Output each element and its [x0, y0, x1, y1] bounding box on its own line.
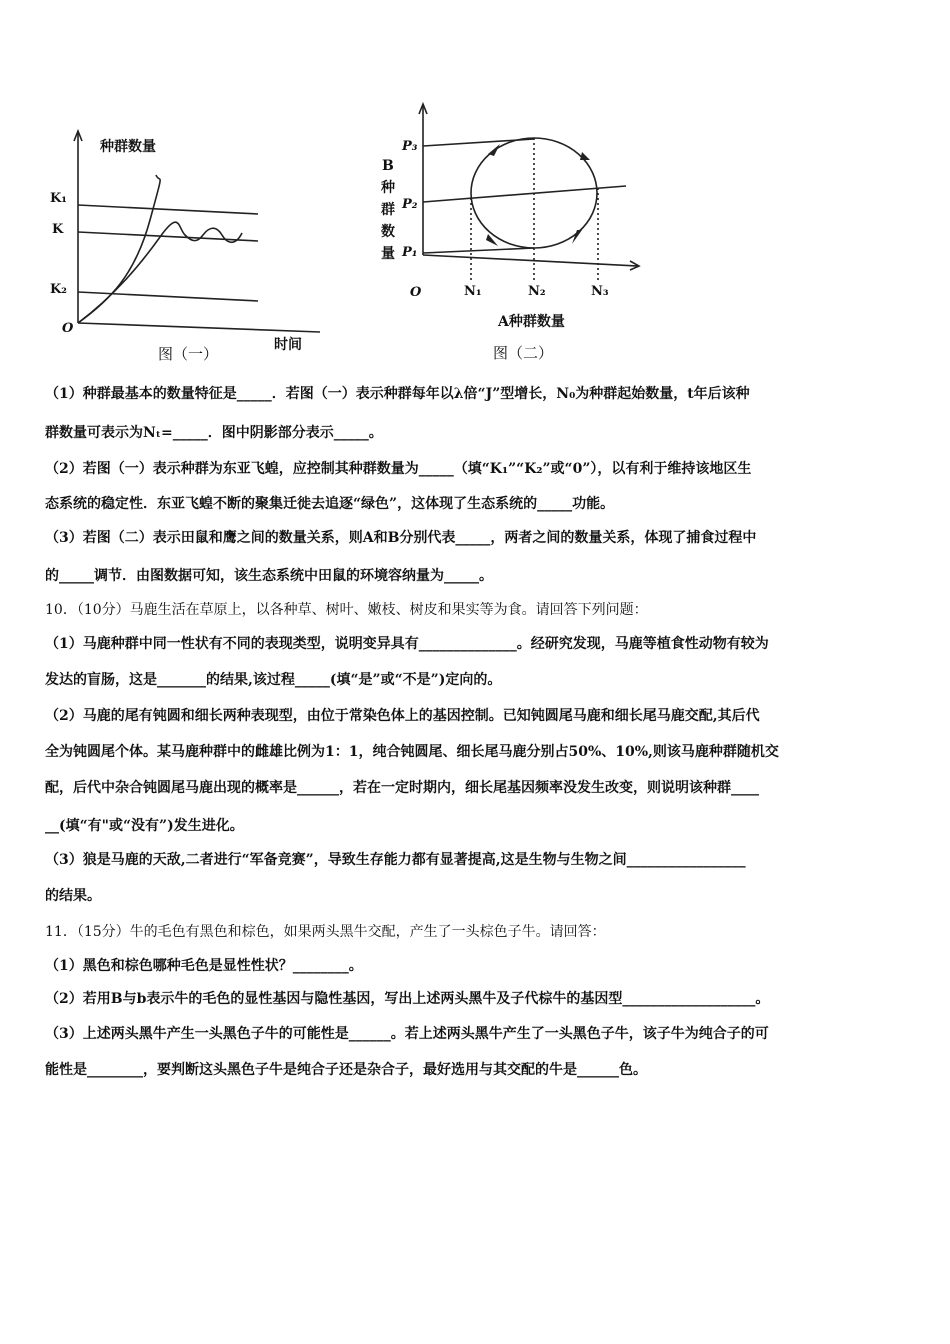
q11-part2: （2）若用B与b表示牛的毛色的显性基因与隐性基因，写出上述两头黑牛及子代棕牛的基因型___________________。 — [45, 991, 770, 1007]
tick-n2: N₂ — [528, 284, 546, 299]
s-curve — [78, 222, 242, 323]
figure-2-y-label-b: B — [382, 158, 394, 174]
tick-p2: P₂ — [402, 197, 418, 212]
tick-n1: N₁ — [464, 284, 482, 299]
q9-part3-line1: （3）若图（二）表示田鼠和鹰之间的数量关系，则A和B分别代表_____，两者之间的数量关系，体现了捕食过程中 — [45, 530, 757, 546]
figure-2-caption: 图（二） — [493, 344, 554, 362]
q10-part2-line3: 配，后代中杂合钝圆尾马鹿出现的概率是______，若在一定时期内，细长尾基因频率没发生改变，则说明该种群____ — [45, 780, 759, 796]
q10-part2-line1: （2）马鹿的尾有钝圆和细长两种表现型，由位于常染色体上的基因控制。已知钝圆尾马鹿和细长尾马鹿交配,其后代 — [45, 708, 760, 724]
k1-line — [78, 205, 258, 214]
figure-1-origin: O — [62, 321, 74, 336]
level-k-label: K — [52, 222, 64, 237]
figure-1-population-growth-chart — [40, 125, 330, 370]
figure-2-y-label-4: 数 — [381, 224, 395, 240]
tick-n3: N₃ — [591, 284, 609, 299]
q9-part2-line1: （2）若图（一）表示种群为东亚飞蝗，应控制其种群数量为_____（填“K₁”“K₂”或“0”），以有利于维持该地区生 — [45, 461, 752, 477]
figure-2-predator-prey-chart — [368, 100, 658, 368]
q10-part2-line4: __(填“有"或“没有”)发生进化。 — [45, 818, 244, 834]
q10-heading: 10．（10分）马鹿生活在草原上，以各种草、树叶、嫩枝、树皮和果实等为食。请回答下列问题： — [45, 602, 648, 618]
p1-line — [423, 248, 534, 253]
x-axis — [78, 323, 320, 332]
level-k1-label: K₁ — [50, 191, 67, 206]
cycle-arrow-top — [488, 144, 500, 156]
figure-1-y-label: 种群数量 — [100, 139, 156, 155]
cycle-arrow-right — [580, 152, 590, 160]
figure-1-x-label: 时间 — [274, 337, 302, 353]
q9-part2-line2: 态系统的稳定性．东亚飞蝗不断的聚集迁徙去追逐“绿色”，这体现了生态系统的_____功能。 — [45, 496, 615, 512]
q10-part1-line1: （1）马鹿种群中同一性状有不同的表现类型，说明变异具有______________。经研究发现，马鹿等植食性动物有较为 — [45, 636, 769, 652]
p2-line — [423, 186, 626, 202]
q11-part1: （1）黑色和棕色哪种毛色是显性性状？________。 — [45, 958, 363, 974]
q10-part3-line2: 的结果。 — [45, 888, 101, 904]
figure-2-origin: O — [410, 285, 422, 300]
figure-2-y-label-2: 种 — [381, 180, 395, 196]
figure-2-y-label-3: 群 — [381, 202, 395, 218]
q10-part1-line2: 发达的盲肠，这是_______的结果,该过程_____(填“是”或“不是”)定向的。 — [45, 672, 502, 688]
cycle-arrow-left — [486, 234, 498, 246]
q11-heading: 11．（15分）牛的毛色有黑色和棕色，如果两头黑牛交配，产生了一头棕色子牛。请回答： — [45, 924, 606, 940]
figure-1-caption: 图（一） — [158, 345, 219, 363]
q9-part1-line1: （1）种群最基本的数量特征是_____．若图（一）表示种群每年以λ倍“J”型增长，N₀为种群起始数量，t年后该种 — [45, 386, 750, 402]
x-axis — [423, 255, 638, 266]
q11-part3-line2: 能性是________，要判断这头黑色子牛是纯合子还是杂合子，最好选用与其交配的牛是______色。 — [45, 1062, 647, 1078]
level-k2-label: K₂ — [50, 282, 67, 297]
figure-2-x-label: A种群数量 — [498, 314, 565, 330]
q10-part2-line2: 全为钝圆尾个体。某马鹿种群中的雌雄比例为1：1，纯合钝圆尾、细长尾马鹿分别占50%、10%,则该马鹿种群随机交 — [45, 744, 779, 760]
k-line — [78, 232, 258, 241]
figure-2-y-label-5: 量 — [381, 246, 395, 262]
q9-part3-line2: 的_____调节．由图数据可知，该生态系统中田鼠的环境容纳量为_____。 — [45, 568, 493, 584]
cycle-arrow-bottom — [572, 230, 582, 244]
tick-p1: P₁ — [402, 245, 418, 260]
q9-part1-line2: 群数量可表示为Nₜ=_____．图中阴影部分表示_____。 — [45, 425, 383, 441]
j-curve — [78, 175, 160, 323]
q11-part3-line1: （3）上述两头黑牛产生一头黑色子牛的可能性是______。若上述两头黑牛产生了一头黑色子牛，该子牛为纯合子的可 — [45, 1026, 769, 1042]
q10-part3-line1: （3）狼是马鹿的天敌,二者进行“军备竞赛”，导致生存能力都有显著提高,这是生物与生物之间_________________ — [45, 852, 746, 868]
tick-p3: P₃ — [402, 139, 418, 154]
